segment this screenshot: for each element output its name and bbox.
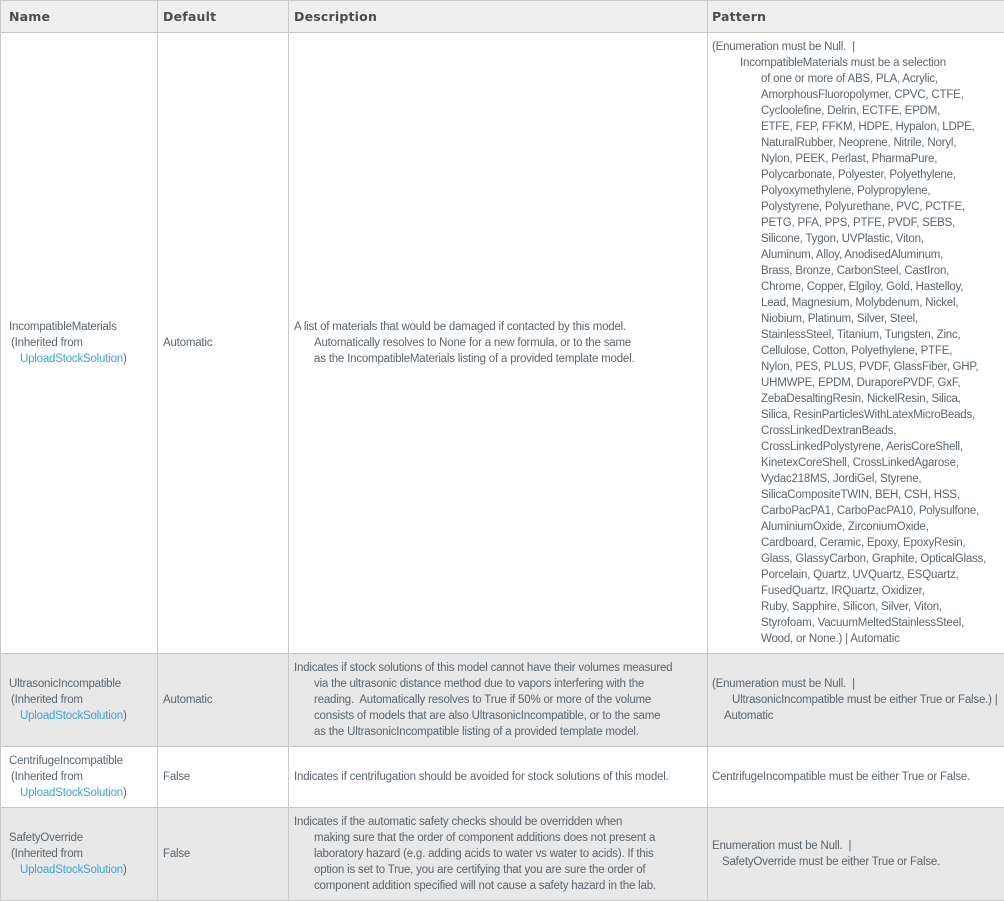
text-line: Enumeration must be Null. | (712, 838, 1002, 854)
text-line: Brass, Bronze, CarbonSteel, CastIron, (712, 263, 1002, 279)
column-header-default: Default (158, 1, 289, 33)
text-line: Polyoxymethylene, Polypropylene, (712, 183, 1002, 199)
option-description-cell (289, 654, 708, 747)
option-pattern-cell (708, 747, 1004, 808)
column-header-name: Name (1, 1, 158, 33)
option-name-cell (1, 808, 158, 901)
text-line: Nylon, PES, PLUS, PVDF, GlassFiber, GHP, (712, 359, 1002, 375)
option-pattern-cell (708, 654, 1004, 747)
uploadstocksolution-link[interactable]: UploadStockSolution (20, 787, 123, 799)
table-row-safetyoverride (1, 808, 1004, 901)
text-line: consists of models that are also UltrasonicIncompatible, or to the same (294, 708, 705, 724)
close-paren: ) (123, 864, 127, 876)
close-paren: ) (123, 787, 127, 799)
text-line: (Enumeration must be Null. | (712, 39, 1002, 55)
text-line: Wood, or None.) | Automatic (712, 631, 1002, 647)
text-line: Polystyrene, Polyurethane, PVC, PCTFE, (712, 199, 1002, 215)
option-description-cell (289, 33, 708, 654)
option-default-cell: False (158, 747, 289, 808)
text-line: reading. Automatically resolves to True if 50% or more of the volume (294, 692, 705, 708)
table-row-incompatiblematerials (1, 33, 1004, 654)
text-line: Cellulose, Cotton, Polyethylene, PTFE, (712, 343, 1002, 359)
option-name-cell (1, 654, 158, 747)
uploadstocksolution-link[interactable]: UploadStockSolution (20, 864, 123, 876)
option-description-cell (289, 747, 708, 808)
text-line: CarboPacPA1, CarboPacPA10, Polysulfone, (712, 503, 1002, 519)
text-line: Ruby, Sapphire, Silicon, Silver, Viton, (712, 599, 1002, 615)
text-line: option is set to True, you are certifying that you are sure the order of (294, 862, 705, 878)
inherited-from-text: (Inherited from (9, 692, 153, 708)
text-line: Vydac218MS, JordiGel, Styrene, (712, 471, 1002, 487)
text-line: ETFE, FEP, FFKM, HDPE, Hypalon, LDPE, (712, 119, 1002, 135)
column-header-description: Description (289, 1, 708, 33)
uploadstocksolution-link[interactable]: UploadStockSolution (20, 710, 123, 722)
text-line: Cardboard, Ceramic, Epoxy, EpoxyResin, (712, 535, 1002, 551)
option-default-cell: False (158, 808, 289, 901)
option-name: CentrifugeIncompatible (9, 753, 153, 769)
text-line: Niobium, Platinum, Silver, Steel, (712, 311, 1002, 327)
text-line: via the ultrasonic distance method due to vapors interfering with the (294, 676, 705, 692)
option-name: SafetyOverride (9, 830, 153, 846)
text-line: Styrofoam, VacuumMeltedStainlessSteel, (712, 615, 1002, 631)
text-line: PETG, PFA, PPS, PTFE, PVDF, SEBS, (712, 215, 1002, 231)
inherited-from-text: (Inherited from (9, 335, 153, 351)
option-default-cell: Automatic (158, 654, 289, 747)
text-line: making sure that the order of component additions does not present a (294, 830, 705, 846)
text-line: as the IncompatibleMaterials listing of a provided template model. (294, 351, 705, 367)
text-line: Polycarbonate, Polyester, Polyethylene, (712, 167, 1002, 183)
text-line: Indicates if centrifugation should be avoided for stock solutions of this model. (294, 769, 705, 785)
text-line: as the UltrasonicIncompatible listing of a provided template model. (294, 724, 705, 740)
text-line: KinetexCoreShell, CrossLinkedAgarose, (712, 455, 1002, 471)
text-line: SafetyOverride must be either True or False. (712, 854, 1002, 870)
text-line: component addition specified will not cause a safety hazard in the lab. (294, 878, 705, 894)
text-line: Automatically resolves to None for a new formula, or to the same (294, 335, 705, 351)
inherited-from-line (9, 785, 153, 801)
text-line: Chrome, Copper, Elgiloy, Gold, Hastelloy, (712, 279, 1002, 295)
column-header-pattern: Pattern (708, 1, 1004, 33)
text-line: CrossLinkedPolystyrene, AerisCoreShell, (712, 439, 1002, 455)
option-default-cell: Automatic (158, 33, 289, 654)
text-line: Lead, Magnesium, Molybdenum, Nickel, (712, 295, 1002, 311)
text-line: (Enumeration must be Null. | (712, 676, 1002, 692)
option-pattern-cell (708, 33, 1004, 654)
text-line: AluminiumOxide, ZirconiumOxide, (712, 519, 1002, 535)
option-name-cell (1, 747, 158, 808)
inherited-from-line (9, 351, 153, 367)
text-line: AmorphousFluoropolymer, CPVC, CTFE, (712, 87, 1002, 103)
inherited-from-text: (Inherited from (9, 846, 153, 862)
text-line: Glass, GlassyCarbon, Graphite, OpticalGlass, (712, 551, 1002, 567)
close-paren: ) (123, 353, 127, 365)
text-line: UHMWPE, EPDM, DuraporePVDF, GxF, (712, 375, 1002, 391)
text-line: Aluminum, Alloy, AnodisedAluminum, (712, 247, 1002, 263)
text-line: laboratory hazard (e.g. adding acids to water vs water to acids). If this (294, 846, 705, 862)
text-line: UltrasonicIncompatible must be either True or False.) | (712, 692, 1002, 708)
text-line: StainlessSteel, Titanium, Tungsten, Zinc, (712, 327, 1002, 343)
text-line: NaturalRubber, Neoprene, Nitrile, Noryl, (712, 135, 1002, 151)
table-row-ultrasonicincompatible (1, 654, 1004, 747)
option-name-cell (1, 33, 158, 654)
text-line: Indicates if stock solutions of this model cannot have their volumes measured (294, 660, 705, 676)
text-line: Silicone, Tygon, UVPlastic, Viton, (712, 231, 1002, 247)
close-paren: ) (123, 710, 127, 722)
text-line: SilicaCompositeTWIN, BEH, CSH, HSS, (712, 487, 1002, 503)
uploadstocksolution-link[interactable]: UploadStockSolution (20, 353, 123, 365)
text-line: Porcelain, Quartz, UVQuartz, ESQuartz, (712, 567, 1002, 583)
option-pattern-cell (708, 808, 1004, 901)
inherited-from-line (9, 708, 153, 724)
inherited-from-text: (Inherited from (9, 769, 153, 785)
table-header-row (1, 1, 1004, 33)
text-line: FusedQuartz, IRQuartz, Oxidizer, (712, 583, 1002, 599)
text-line: of one or more of ABS, PLA, Acrylic, (712, 71, 1002, 87)
option-name: UltrasonicIncompatible (9, 676, 153, 692)
text-line: Nylon, PEEK, Perlast, PharmaPure, (712, 151, 1002, 167)
text-line: CentrifugeIncompatible must be either True or False. (712, 769, 1002, 785)
text-line: Cycloolefine, Delrin, ECTFE, EPDM, (712, 103, 1002, 119)
text-line: IncompatibleMaterials must be a selection (712, 55, 1002, 71)
text-line: Indicates if the automatic safety checks should be overridden when (294, 814, 705, 830)
option-description-cell (289, 808, 708, 901)
text-line: ZebaDesaltingResin, NickelResin, Silica, (712, 391, 1002, 407)
table-row-centrifugeincompatible (1, 747, 1004, 808)
inherited-from-line (9, 862, 153, 878)
text-line: Silica, ResinParticlesWithLatexMicroBeads, (712, 407, 1002, 423)
text-line: Automatic (712, 708, 1002, 724)
text-line: CrossLinkedDextranBeads, (712, 423, 1002, 439)
text-line: A list of materials that would be damaged if contacted by this model. (294, 319, 705, 335)
option-name: IncompatibleMaterials (9, 319, 153, 335)
